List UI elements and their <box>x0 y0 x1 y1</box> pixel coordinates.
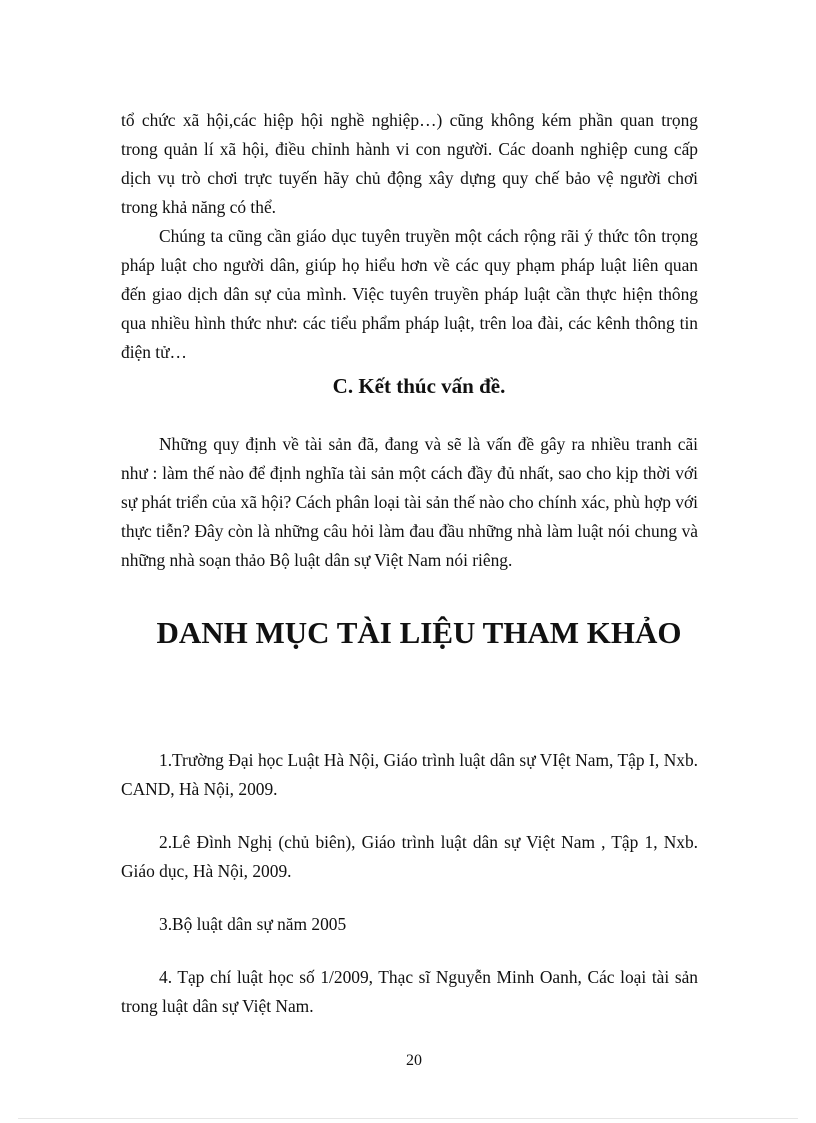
reference-item: 3.Bộ luật dân sự năm 2005 <box>159 914 347 934</box>
body-paragraph: Những quy định về tài sản đã, đang và sẽ là vấn đề gây ra nhiều tranh cãi như : làm thế nào để định nghĩa tài sản một cách đầy đủ nhất, sao cho kịp thời với sự phát triển của xã hội? Cách phân loại tài sản thế nào cho chính xác, phù hợp với thực tiễn? Đây còn là những câu hỏi làm đau đầu những nhà làm luật nói chung và những nhà soạn thảo Bộ luật dân sự Việt Nam nói riêng. <box>121 434 698 570</box>
conclusion-text <box>121 430 698 575</box>
section-heading: C. Kết thúc vấn đề. <box>332 374 506 398</box>
page-bottom-divider <box>18 1118 798 1119</box>
page-number: 20 <box>406 1052 422 1069</box>
body-paragraph: tổ chức xã hội,các hiệp hội nghề nghiệp…) cũng không kém phần quan trọng trong quản lí xã hội, điều chỉnh hành vi con người. Các doanh nghiệp cung cấp dịch vụ trò chơi trực tuyến hãy chủ động xây dựng quy chế bảo vệ người chơi trong khả năng có thể. <box>121 110 698 217</box>
references-title: DANH MỤC TÀI LIỆU THAM KHẢO <box>156 615 682 650</box>
reference-item: 4. Tạp chí luật học số 1/2009, Thạc sĩ Nguyễn Minh Oanh, Các loại tài sản trong luật dân sự Việt Nam. <box>121 967 698 1016</box>
reference-item: 2.Lê Đình Nghị (chủ biên), Giáo trình luật dân sự Việt Nam , Tập 1, Nxb. Giáo dục, Hà Nội, 2009. <box>121 832 698 881</box>
body-paragraph: Chúng ta cũng cần giáo dục tuyên truyền một cách rộng rãi ý thức tôn trọng pháp luật cho người dân, giúp họ hiểu hơn về các quy phạm pháp luật liên quan đến giao dịch dân sự của mình. Việc tuyên truyền pháp luật cần thực hiện thông qua nhiều hình thức như: các tiểu phẩm pháp luật, trên loa đài, các kênh thông tin điện tử… <box>121 226 698 362</box>
reference-item: 1.Trường Đại học Luật Hà Nội, Giáo trình luật dân sự VIệt Nam, Tập I, Nxb. CAND, Hà Nội, 2009. <box>121 750 698 799</box>
intro-text <box>121 106 698 367</box>
